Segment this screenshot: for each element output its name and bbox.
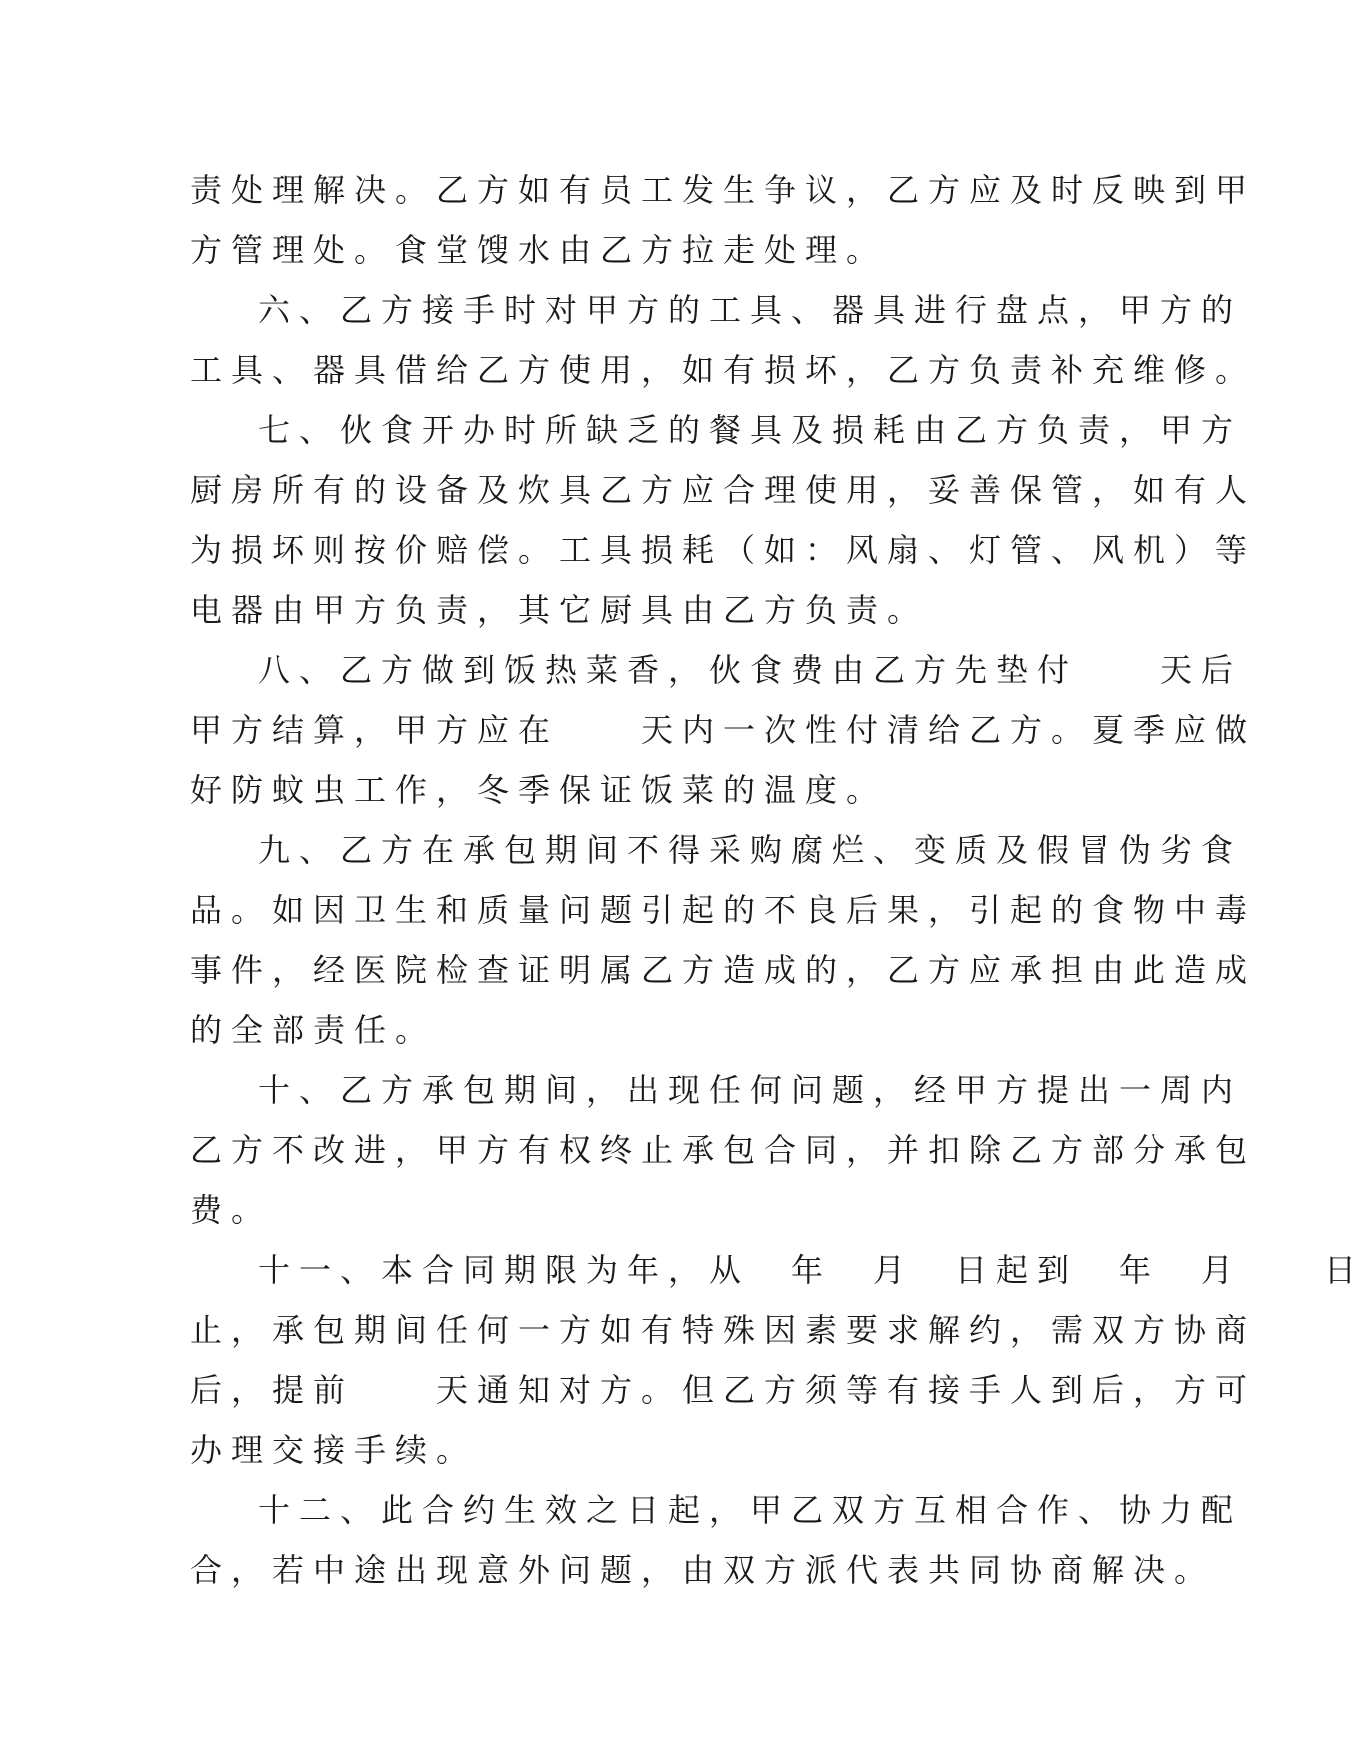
text-line: 为损坏则按价赔偿。工具损耗（如：风扇、灯管、风机）等 bbox=[190, 531, 1257, 569]
text-line: 好防蚊虫工作，冬季保证饭菜的温度。 bbox=[190, 771, 888, 809]
text-line: 甲方结算，甲方应在 天内一次性付清给乙方。夏季应做 bbox=[190, 711, 1257, 749]
text-line: 责处理解决。乙方如有员工发生争议，乙方应及时反映到甲 bbox=[190, 171, 1257, 209]
text-line: 费。 bbox=[190, 1191, 273, 1229]
text-line: 工具、器具借给乙方使用，如有损坏，乙方负责补充维修。 bbox=[190, 351, 1257, 389]
text-line: 办理交接手续。 bbox=[190, 1431, 478, 1469]
clause-9-start: 九、乙方在承包期间不得采购腐烂、变质及假冒伪劣食 bbox=[258, 831, 1243, 869]
text-line: 后，提前 天通知对方。但乙方须等有接手人到后，方可 bbox=[190, 1371, 1257, 1409]
text-line: 乙方不改进，甲方有权终止承包合同，并扣除乙方部分承包 bbox=[190, 1131, 1257, 1169]
document-body bbox=[190, 160, 1365, 1600]
text-line: 方管理处。食堂馊水由乙方拉走处理。 bbox=[190, 231, 888, 269]
clause-12-start: 十二、此合约生效之日起，甲乙双方互相合作、协力配 bbox=[258, 1491, 1243, 1529]
text-line: 止，承包期间任何一方如有特殊因素要求解约，需双方协商 bbox=[190, 1311, 1257, 1349]
text-line: 事件，经医院检查证明属乙方造成的，乙方应承担由此造成 bbox=[190, 951, 1257, 989]
text-line: 厨房所有的设备及炊具乙方应合理使用，妥善保管，如有人 bbox=[190, 471, 1257, 509]
clause-7-start: 七、伙食开办时所缺乏的餐具及损耗由乙方负责，甲方 bbox=[258, 411, 1243, 449]
clause-6-start: 六、乙方接手时对甲方的工具、器具进行盘点，甲方的 bbox=[258, 291, 1243, 329]
text-line: 品。如因卫生和质量问题引起的不良后果，引起的食物中毒 bbox=[190, 891, 1257, 929]
text-line: 合，若中途出现意外问题，由双方派代表共同协商解决。 bbox=[190, 1551, 1216, 1589]
clause-8-start: 八、乙方做到饭热菜香，伙食费由乙方先垫付 天后 bbox=[258, 651, 1243, 689]
text-line: 电器由甲方负责，其它厨具由乙方负责。 bbox=[190, 591, 929, 629]
clause-11-start: 十一、本合同期限为年，从 年 月 日起到 年 月 日 bbox=[258, 1251, 1365, 1289]
text-line: 的全部责任。 bbox=[190, 1011, 437, 1049]
clause-10-start: 十、乙方承包期间，出现任何问题，经甲方提出一周内 bbox=[258, 1071, 1243, 1109]
